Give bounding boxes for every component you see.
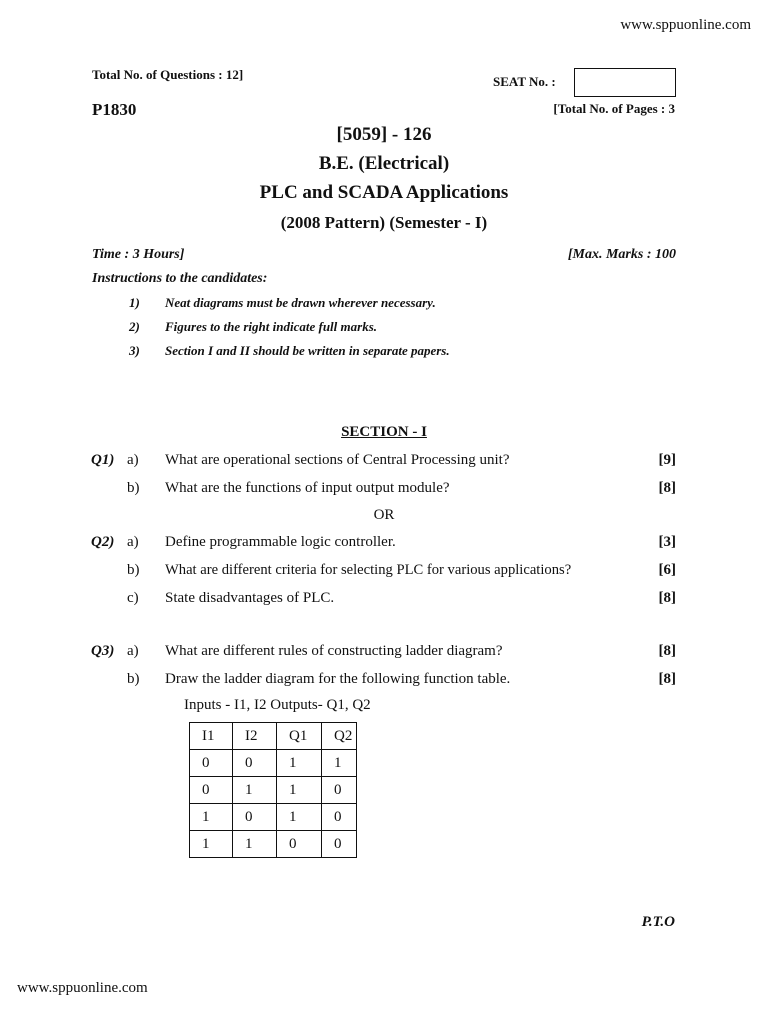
question-marks: [3] (658, 534, 676, 550)
table-row (190, 804, 357, 831)
question-text: What are different criteria for selecting PLC for various applications? (165, 562, 572, 578)
table-cell: 0 (190, 750, 233, 777)
table-header: I2 (233, 723, 277, 750)
table-header: Q1 (277, 723, 322, 750)
question-text: What are different rules of constructing ladder diagram? (165, 643, 503, 659)
table-cell: 0 (190, 777, 233, 804)
question-text: Define programmable logic controller. (165, 534, 396, 550)
question-marks: [8] (658, 671, 676, 687)
table-cell: 0 (322, 804, 357, 831)
table-cell: 1 (277, 777, 322, 804)
section-title: SECTION - I (341, 424, 427, 440)
table-cell: 1 (190, 804, 233, 831)
question-marks: [8] (658, 480, 676, 496)
exam-code: [5059] - 126 (336, 124, 432, 145)
table-row (190, 831, 357, 858)
table-cell: 1 (233, 831, 277, 858)
question-marks: [8] (658, 643, 676, 659)
question-text: What are the functions of input output module? (165, 480, 450, 496)
table-cell: 0 (233, 804, 277, 831)
instruction-text: Figures to the right indicate full marks. (165, 319, 378, 334)
paper-code: P1830 (92, 100, 137, 119)
subject-title: PLC and SCADA Applications (259, 182, 509, 203)
table-cell: 1 (277, 804, 322, 831)
seat-number-label: SEAT No. : (493, 74, 556, 89)
table-row (190, 777, 357, 804)
table-cell: 0 (233, 750, 277, 777)
pattern-semester: (2008 Pattern) (Semester - I) (280, 213, 488, 232)
table-cell: 0 (277, 831, 322, 858)
table-cell: 1 (190, 831, 233, 858)
function-table (189, 722, 357, 858)
question-part: a) (127, 534, 139, 550)
total-pages: [Total No. of Pages : 3 (553, 101, 675, 116)
instruction-number: 3) (129, 343, 140, 358)
question-marks: [6] (658, 562, 676, 578)
question-part: c) (127, 590, 139, 606)
website-footer: www.sppuonline.com (17, 980, 148, 996)
table-header: Q2 (322, 723, 357, 750)
question-marks: [8] (658, 590, 676, 606)
instruction-number: 1) (129, 295, 140, 310)
please-turn-over: P.T.O (641, 914, 675, 930)
or-separator: OR (373, 507, 395, 523)
instruction-text: Section I and II should be written in separate papers. (165, 343, 450, 358)
function-table-caption: Inputs - I1, I2 Outputs- Q1, Q2 (184, 697, 371, 713)
table-header: I1 (190, 723, 233, 750)
instruction-number: 2) (129, 319, 140, 334)
question-text: Draw the ladder diagram for the following function table. (165, 671, 511, 687)
table-cell: 0 (322, 831, 357, 858)
question-marks: [9] (658, 452, 676, 468)
question-part: a) (127, 643, 139, 659)
table-cell: 0 (322, 777, 357, 804)
total-questions: Total No. of Questions : 12] (92, 67, 244, 82)
table-row (190, 750, 357, 777)
question-text: What are operational sections of Central Processing unit? (165, 452, 510, 468)
max-marks: [Max. Marks : 100 (567, 247, 676, 262)
instruction-text: Neat diagrams must be drawn wherever necessary. (165, 295, 436, 310)
table-cell: 1 (322, 750, 357, 777)
website-header: www.sppuonline.com (620, 17, 751, 33)
question-number: Q3) (91, 643, 115, 659)
question-number: Q1) (91, 452, 115, 468)
table-cell: 1 (233, 777, 277, 804)
question-part: b) (127, 671, 140, 687)
question-number: Q2) (91, 534, 115, 550)
exam-time: Time : 3 Hours] (92, 247, 185, 262)
question-part: b) (127, 562, 140, 578)
table-header-row (190, 723, 357, 750)
instructions-title: Instructions to the candidates: (92, 271, 268, 286)
seat-number-box (574, 68, 676, 97)
table-cell: 1 (277, 750, 322, 777)
question-part: a) (127, 452, 139, 468)
degree-title: B.E. (Electrical) (318, 153, 450, 174)
question-text: State disadvantages of PLC. (165, 590, 335, 606)
question-part: b) (127, 480, 140, 496)
